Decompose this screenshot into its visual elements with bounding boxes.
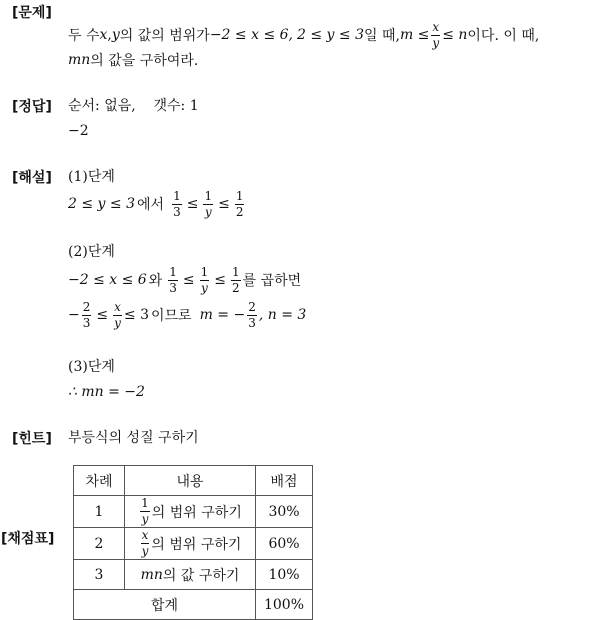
step1-line: 2 ≤ y ≤ 3 에서 $\frac{1}{3}$ ≤ $\frac{1}{y}$ ≤ $\frac{1}{2}$ (68, 188, 244, 219)
problem-text: 일 때, (363, 28, 400, 44)
var-mn: mn (68, 52, 91, 68)
m-le: m ≤ (399, 27, 430, 43)
hint-label: [힌트] (12, 431, 52, 447)
answer-order-count: 순서: 없음, 갯수: 1 (68, 98, 199, 114)
comma: , (107, 27, 112, 43)
range-x: −2 ≤ x ≤ 6, (209, 27, 293, 43)
problem-text: 이다. 이 때, (467, 28, 540, 44)
rubric-table (73, 465, 313, 620)
table-row: 1 $\frac{1}{y}$ 의 범위 구하기 30% (74, 496, 313, 528)
step3-line: ∴ mn = −2 (68, 384, 145, 400)
header-order: 차례 (74, 466, 125, 496)
fraction-1-over-y: $\frac{1}{y}$ (204, 188, 213, 219)
step2-line-1: −2 ≤ x ≤ 6 와 $\frac{1}{3}$ ≤ $\frac{1}{y}$ ≤ $\frac{1}{2}$ 를 곱하면 (68, 264, 302, 295)
fraction-1-over-y: $\frac{1}{y}$ (200, 264, 209, 295)
problem-text: 의 값을 구하여라. (90, 53, 199, 69)
total-score: 100% (256, 590, 313, 620)
fraction-1-over-2: $\frac{1}{2}$ (235, 188, 244, 219)
step1-title: (1)단계 (68, 169, 115, 185)
header-score: 배점 (256, 466, 313, 496)
answer-line-1 (68, 94, 199, 116)
fraction-2-over-3: $\frac{2}{3}$ (82, 299, 91, 330)
solution-label: [해설] (12, 170, 52, 186)
hint-text: 부등식의 성질 구하기 (68, 430, 199, 446)
fraction-x-over-y: $\frac{x}{y}$ (432, 19, 440, 50)
rubric-label: [채점표] (1, 531, 55, 547)
problem-label: [문제] (12, 5, 52, 21)
range-y: 2 ≤ y ≤ 3 (296, 27, 364, 43)
answer-label: [정답] (12, 99, 52, 115)
fraction-x-over-y: $\frac{x}{y}$ (114, 299, 121, 330)
answer-value: −2 (68, 123, 89, 139)
var-y: y (111, 27, 120, 43)
total-label: 합계 (74, 590, 256, 620)
fraction-1-over-2: $\frac{1}{2}$ (231, 264, 240, 295)
le-n: ≤ n (442, 27, 468, 43)
fraction-1-over-3: $\frac{1}{3}$ (169, 264, 177, 295)
table-row: 3 mn 의 값 구하기 10% (74, 560, 313, 590)
table-row: 2 $\frac{x}{y}$ 의 범위 구하기 60% (74, 528, 313, 560)
problem-line-1 (68, 19, 540, 50)
problem-text: 의 값의 범위가 (119, 28, 210, 44)
fraction-x-over-y: $\frac{x}{y}$ (141, 528, 149, 558)
step2-title: (2)단계 (68, 244, 115, 260)
header-content: 내용 (125, 466, 256, 496)
fraction-1-over-3: $\frac{1}{3}$ (173, 188, 181, 219)
problem-line-2 (68, 49, 198, 71)
answer-line-2 (68, 120, 89, 142)
table-header-row (74, 466, 313, 496)
var-x: x (99, 27, 108, 43)
problem-text: 두 수 (68, 28, 100, 44)
step2-line-2: − $\frac{2}{3}$ ≤ $\frac{x}{y}$ ≤ 3 이므로 m = − $\frac{2}{3}$ , n = 3 (68, 299, 307, 330)
fraction-2-over-3: $\frac{2}{3}$ (248, 299, 256, 330)
step3-title: (3)단계 (68, 359, 115, 375)
hint-line (68, 426, 199, 448)
table-total-row (74, 590, 313, 620)
fraction-1-over-y: $\frac{1}{y}$ (141, 496, 149, 526)
